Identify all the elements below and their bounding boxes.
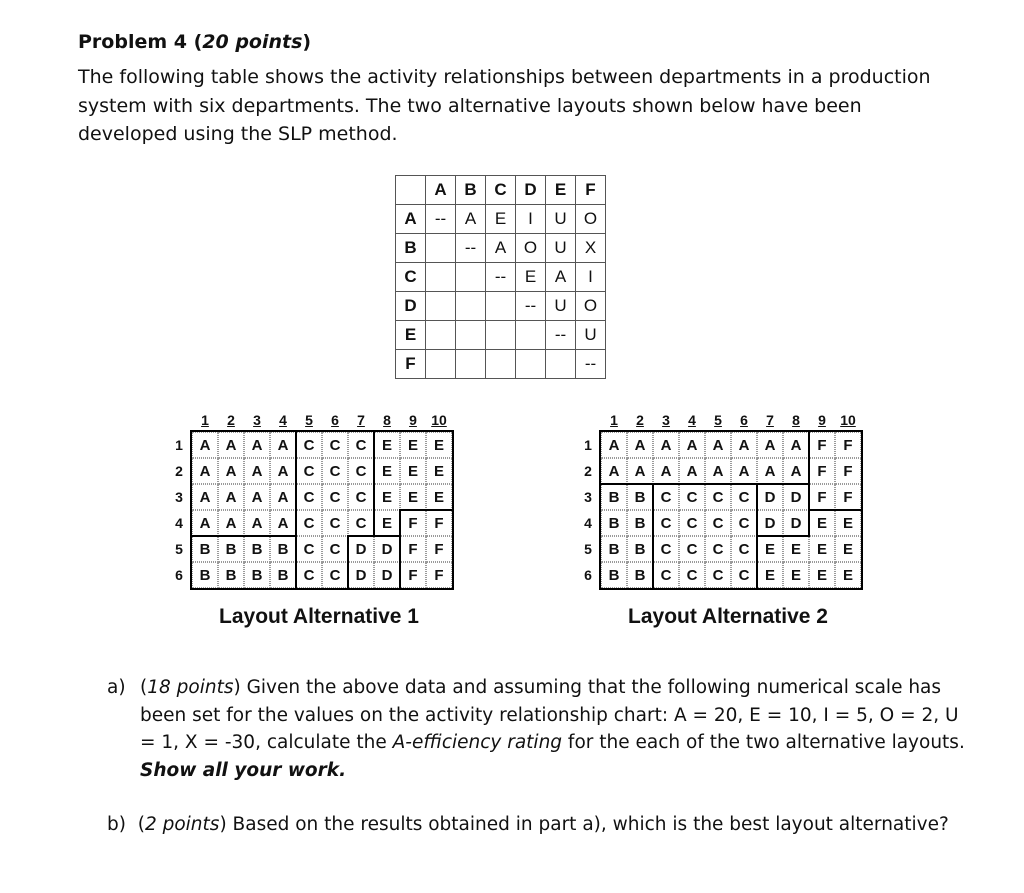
- chart-cell: [426, 321, 456, 350]
- layout-cell: C: [679, 536, 705, 562]
- layout-cell: D: [783, 510, 809, 536]
- department-boundary: [652, 535, 654, 563]
- layout-cell: B: [601, 536, 627, 562]
- chart-cell: O: [576, 205, 606, 234]
- layout-cell: A: [192, 458, 218, 484]
- chart-col-header: C: [486, 176, 516, 205]
- chart-cell: [486, 350, 516, 379]
- chart-cell: --: [576, 350, 606, 379]
- layout-cell: E: [809, 562, 835, 588]
- layout-cell: F: [400, 562, 426, 588]
- layout-cell: A: [705, 458, 731, 484]
- chart-row-header: F: [396, 350, 426, 379]
- layout-cell: C: [322, 510, 348, 536]
- department-boundary: [373, 457, 375, 485]
- chart-cell: [426, 350, 456, 379]
- layout-cell: A: [218, 510, 244, 536]
- layout-cell: E: [400, 484, 426, 510]
- department-boundary: [347, 535, 375, 537]
- layout-cell: A: [783, 458, 809, 484]
- layout-cell: A: [679, 458, 705, 484]
- layout-cell: E: [809, 510, 835, 536]
- layout-cell: A: [192, 510, 218, 536]
- layout-cell: B: [244, 562, 270, 588]
- chart-cell: X: [576, 234, 606, 263]
- layout-cell: C: [653, 536, 679, 562]
- chart-cell: --: [426, 205, 456, 234]
- layout-row-number: 2: [584, 463, 592, 479]
- layout-cell: C: [322, 484, 348, 510]
- chart-cell: --: [456, 234, 486, 263]
- layout-cell: E: [757, 536, 783, 562]
- layout-col-number: 5: [714, 412, 722, 428]
- layout-cell: E: [374, 510, 400, 536]
- layout-cell: A: [757, 432, 783, 458]
- layout-cell: A: [601, 432, 627, 458]
- layout-cell: C: [731, 510, 757, 536]
- layout-col-number: 3: [662, 412, 670, 428]
- layout-cell: A: [731, 432, 757, 458]
- chart-cell: A: [456, 205, 486, 234]
- layout-cell: A: [270, 458, 296, 484]
- layout-cell: C: [322, 458, 348, 484]
- question-b-label: b): [107, 814, 126, 835]
- layout-cell: E: [374, 484, 400, 510]
- layout-col-number: 5: [305, 412, 313, 428]
- layout-cell: A: [783, 432, 809, 458]
- layout-cell: C: [705, 484, 731, 510]
- layout-cell: C: [705, 536, 731, 562]
- layout-cell: B: [244, 536, 270, 562]
- layout-cell: A: [244, 432, 270, 458]
- department-boundary: [756, 561, 758, 589]
- layout-cell: D: [348, 536, 374, 562]
- layout-cell: B: [627, 536, 653, 562]
- question-a-label: a): [107, 677, 126, 698]
- layout-cell: A: [192, 484, 218, 510]
- layout-cell: A: [653, 432, 679, 458]
- chart-corner: [396, 176, 426, 205]
- layout-cell: A: [218, 458, 244, 484]
- layout-cell: E: [426, 432, 452, 458]
- chart-cell: I: [576, 263, 606, 292]
- department-boundary: [399, 561, 401, 589]
- layout-cell: C: [653, 484, 679, 510]
- chart-cell: [426, 234, 456, 263]
- layout-cell: F: [835, 432, 861, 458]
- layout-cell: B: [601, 562, 627, 588]
- layout-cell: E: [426, 458, 452, 484]
- layout-cell: A: [679, 432, 705, 458]
- layout-col-number: 3: [253, 412, 261, 428]
- layout-cell: A: [270, 432, 296, 458]
- chart-cell: [486, 321, 516, 350]
- department-boundary: [652, 483, 654, 511]
- chart-cell: [456, 263, 486, 292]
- layout-cell: D: [757, 484, 783, 510]
- chart-row-header: D: [396, 292, 426, 321]
- department-boundary: [217, 535, 245, 537]
- chart-cell: --: [546, 321, 576, 350]
- question-a: a) (18 points) Given the above data and assuming that the following numerical scale has been set for the values on the activity relationship chart: A = 20, E = 10, I = 5, O = 2, U = 1, X = -30, calculate the A-efficiency rating for the each of the two alternative layouts. Show all your work.: [107, 674, 967, 784]
- department-boundary: [808, 457, 810, 485]
- layout-row-number: 3: [584, 489, 592, 505]
- layout-col-number: 10: [840, 412, 856, 428]
- chart-cell: U: [546, 234, 576, 263]
- problem-intro: The following table shows the activity relationships between departments in a production system with six departments. The two alternative layouts shown below have been developed using the SLP method.: [78, 66, 931, 145]
- department-boundary: [626, 483, 654, 485]
- layout-row-number: 6: [175, 567, 183, 583]
- layout-cell: F: [809, 458, 835, 484]
- department-boundary: [756, 509, 758, 537]
- layout-cell: E: [374, 458, 400, 484]
- layout-cell: A: [270, 510, 296, 536]
- department-boundary: [425, 509, 453, 511]
- layout-row-number: 1: [175, 437, 183, 453]
- layout-cell: F: [835, 484, 861, 510]
- layout-col-number: 4: [279, 412, 287, 428]
- layout-cell: E: [835, 536, 861, 562]
- layout-cell: E: [783, 562, 809, 588]
- layout-row-number: 5: [175, 541, 183, 557]
- layout-col-number: 8: [792, 412, 800, 428]
- department-boundary: [756, 535, 758, 563]
- layout-cell: A: [705, 432, 731, 458]
- layout-cell: A: [653, 458, 679, 484]
- layout-cell: C: [296, 510, 322, 536]
- layout-cell: C: [653, 510, 679, 536]
- layout-cell: F: [400, 536, 426, 562]
- department-boundary: [808, 431, 810, 459]
- layout-cell: A: [244, 458, 270, 484]
- department-boundary: [600, 483, 628, 485]
- department-boundary: [808, 509, 810, 537]
- department-boundary: [652, 509, 654, 537]
- layout-cell: B: [627, 484, 653, 510]
- chart-cell: [516, 350, 546, 379]
- layout-cell: A: [731, 458, 757, 484]
- department-boundary: [295, 509, 297, 537]
- layout-row-number: 3: [175, 489, 183, 505]
- layout-col-number: 1: [201, 412, 209, 428]
- chart-cell: [546, 350, 576, 379]
- department-boundary: [704, 483, 732, 485]
- chart-cell: [456, 292, 486, 321]
- chart-col-header: B: [456, 176, 486, 205]
- department-boundary: [782, 535, 810, 537]
- layout-cell: E: [757, 562, 783, 588]
- chart-cell: U: [546, 292, 576, 321]
- department-boundary: [652, 561, 654, 589]
- chart-cell: [486, 292, 516, 321]
- layout-col-number: 9: [409, 412, 417, 428]
- layout-cell: A: [244, 510, 270, 536]
- layout-cell: A: [218, 484, 244, 510]
- chart-row-header: A: [396, 205, 426, 234]
- department-boundary: [730, 483, 758, 485]
- layout-cell: B: [627, 510, 653, 536]
- layout-grid: [190, 430, 454, 590]
- layout-cell: D: [374, 536, 400, 562]
- chart-cell: [516, 321, 546, 350]
- layout-cell: C: [296, 562, 322, 588]
- department-boundary: [243, 535, 271, 537]
- chart-cell: A: [486, 234, 516, 263]
- chart-cell: O: [516, 234, 546, 263]
- chart-row-header: B: [396, 234, 426, 263]
- department-boundary: [373, 509, 375, 537]
- layout-cell: B: [192, 536, 218, 562]
- department-boundary: [373, 483, 375, 511]
- chart-cell: U: [546, 205, 576, 234]
- department-boundary: [373, 431, 375, 459]
- chart-cell: E: [486, 205, 516, 234]
- layout-cell: D: [348, 562, 374, 588]
- layout-cell: C: [731, 536, 757, 562]
- department-boundary: [347, 561, 349, 589]
- layout-cell: C: [679, 510, 705, 536]
- layout-cell: C: [296, 484, 322, 510]
- department-boundary: [295, 483, 297, 511]
- department-boundary: [399, 509, 427, 511]
- department-boundary: [295, 561, 297, 589]
- layout-cell: E: [400, 432, 426, 458]
- problem-title: Problem 4 (20 points): [78, 31, 312, 53]
- chart-row-header: C: [396, 263, 426, 292]
- chart-cell: I: [516, 205, 546, 234]
- layout-cell: C: [653, 562, 679, 588]
- department-boundary: [295, 431, 297, 459]
- layout-cell: C: [322, 562, 348, 588]
- layout-cell: B: [218, 536, 244, 562]
- department-boundary: [808, 483, 810, 511]
- chart-cell: O: [576, 292, 606, 321]
- layout-cell: F: [426, 536, 452, 562]
- layout-cell: F: [809, 484, 835, 510]
- layout-cell: F: [400, 510, 426, 536]
- chart-col-header: D: [516, 176, 546, 205]
- layout-col-number: 7: [766, 412, 774, 428]
- layout-cell: B: [192, 562, 218, 588]
- department-boundary: [295, 535, 297, 563]
- activity-relationship-chart: [395, 175, 606, 379]
- layout-cell: C: [348, 510, 374, 536]
- chart-cell: --: [486, 263, 516, 292]
- layout-cell: C: [705, 510, 731, 536]
- layout-cell: C: [348, 458, 374, 484]
- layout-col-number: 2: [636, 412, 644, 428]
- layout-cell: E: [835, 510, 861, 536]
- layout-cell: C: [679, 562, 705, 588]
- department-boundary: [678, 483, 706, 485]
- layout-col-number: 1: [610, 412, 618, 428]
- layout-cell: A: [757, 458, 783, 484]
- layout-cell: C: [705, 562, 731, 588]
- chart-cell: E: [516, 263, 546, 292]
- layout-col-number: 6: [740, 412, 748, 428]
- department-boundary: [347, 535, 349, 563]
- layout-cell: E: [400, 458, 426, 484]
- layout-cell: C: [296, 432, 322, 458]
- layout-cell: A: [627, 432, 653, 458]
- layout-cell: E: [809, 536, 835, 562]
- chart-cell: [456, 350, 486, 379]
- layout-grid: [599, 430, 863, 590]
- department-boundary: [782, 483, 810, 485]
- layout-col-number: 8: [383, 412, 391, 428]
- department-boundary: [808, 509, 836, 511]
- department-boundary: [399, 535, 401, 563]
- layout-cell: D: [757, 510, 783, 536]
- layout-cell: A: [192, 432, 218, 458]
- layout-cell: A: [244, 484, 270, 510]
- layout-row-number: 4: [584, 515, 592, 531]
- layout-cell: C: [322, 432, 348, 458]
- layout-cell: C: [679, 484, 705, 510]
- chart-cell: U: [576, 321, 606, 350]
- layout-col-number: 4: [688, 412, 696, 428]
- layout-col-number: 9: [818, 412, 826, 428]
- layout-cell: C: [348, 484, 374, 510]
- layout-title: Layout Alternative 2: [628, 605, 828, 628]
- chart-cell: [426, 292, 456, 321]
- layout-row-number: 4: [175, 515, 183, 531]
- layout-col-number: 10: [431, 412, 447, 428]
- layout-cell: F: [426, 562, 452, 588]
- layout-cell: E: [426, 484, 452, 510]
- layout-cell: A: [270, 484, 296, 510]
- layout-row-number: 6: [584, 567, 592, 583]
- chart-col-header: A: [426, 176, 456, 205]
- layout-col-number: 6: [331, 412, 339, 428]
- department-boundary: [373, 535, 401, 537]
- question-b: b) (2 points) Based on the results obtained in part a), which is the best layout alternative?: [107, 814, 949, 835]
- layout-alternative-2: [575, 412, 885, 632]
- layout-cell: C: [296, 536, 322, 562]
- chart-col-header: E: [546, 176, 576, 205]
- department-boundary: [295, 457, 297, 485]
- layout-cell: C: [348, 432, 374, 458]
- layout-cell: F: [835, 458, 861, 484]
- layout-row-number: 1: [584, 437, 592, 453]
- layout-cell: B: [601, 484, 627, 510]
- chart-cell: --: [516, 292, 546, 321]
- layout-cell: C: [731, 562, 757, 588]
- layout-cell: A: [601, 458, 627, 484]
- layout-cell: E: [783, 536, 809, 562]
- layout-cell: B: [270, 536, 296, 562]
- department-boundary: [756, 535, 784, 537]
- department-boundary: [756, 483, 758, 511]
- layout-cell: F: [426, 510, 452, 536]
- chart-cell: [426, 263, 456, 292]
- layout-cell: B: [601, 510, 627, 536]
- layout-row-number: 2: [175, 463, 183, 479]
- layout-row-number: 5: [584, 541, 592, 557]
- department-boundary: [191, 535, 219, 537]
- department-boundary: [399, 509, 401, 537]
- layout-col-number: 7: [357, 412, 365, 428]
- department-boundary: [269, 535, 297, 537]
- layout-cell: E: [835, 562, 861, 588]
- layout-cell: A: [627, 458, 653, 484]
- chart-cell: A: [546, 263, 576, 292]
- layout-cell: C: [296, 458, 322, 484]
- department-boundary: [834, 509, 862, 511]
- layout-cell: B: [218, 562, 244, 588]
- layout-cell: B: [627, 562, 653, 588]
- layout-cell: C: [322, 536, 348, 562]
- layout-title: Layout Alternative 1: [219, 605, 419, 628]
- layout-cell: D: [783, 484, 809, 510]
- chart-col-header: F: [576, 176, 606, 205]
- layout-alternative-1: [166, 412, 476, 632]
- layout-cell: F: [809, 432, 835, 458]
- layout-col-number: 2: [227, 412, 235, 428]
- layout-cell: A: [218, 432, 244, 458]
- layout-cell: C: [731, 484, 757, 510]
- chart-row-header: E: [396, 321, 426, 350]
- layout-cell: E: [374, 432, 400, 458]
- department-boundary: [652, 483, 680, 485]
- layout-cell: D: [374, 562, 400, 588]
- chart-cell: [456, 321, 486, 350]
- department-boundary: [756, 483, 784, 485]
- layout-cell: B: [270, 562, 296, 588]
